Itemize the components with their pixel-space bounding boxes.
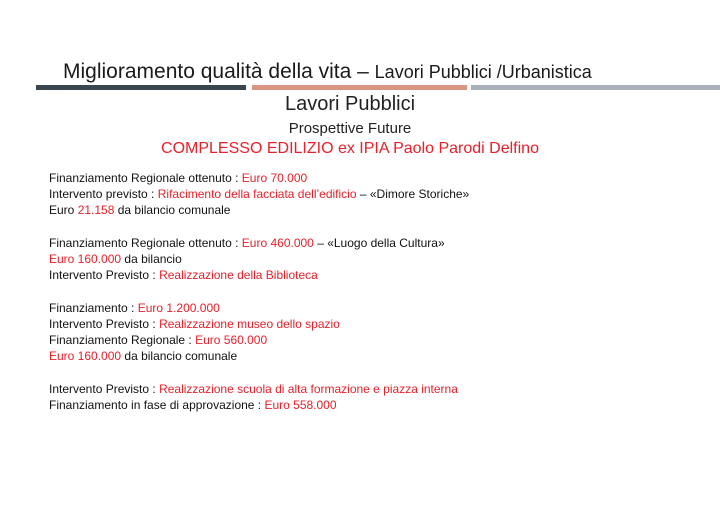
block-spacer xyxy=(49,283,469,300)
highlight-text: Euro 460.000 xyxy=(241,236,314,250)
section-subtitle: Prospettive Future xyxy=(288,120,412,137)
funding-block xyxy=(49,300,469,364)
line-text: – «Luogo della Cultura» xyxy=(313,236,445,250)
funding-block xyxy=(49,170,469,218)
line-text: Intervento previsto : xyxy=(49,187,158,201)
slide-title-main: Miglioramento qualità della vita – xyxy=(63,60,375,83)
line-text: Finanziamento Regionale ottenuto : xyxy=(49,171,242,185)
funding-line xyxy=(49,397,469,413)
line-text: – «Dimore Storiche» xyxy=(356,187,470,201)
highlight-text: Rifacimento della facciata dell’edificio xyxy=(157,187,357,201)
highlight-text: Euro 560.000 xyxy=(195,333,268,347)
line-text: Intervento Previsto : xyxy=(49,268,160,282)
section-title: Lavori Pubblici xyxy=(284,93,416,115)
highlight-text: Realizzazione scuola di alta formazione e piazza interna xyxy=(159,382,458,396)
highlight-text: Euro 1.200.000 xyxy=(137,301,220,315)
funding-line xyxy=(49,316,469,332)
highlight-text: Realizzazione della Biblioteca xyxy=(159,268,318,282)
funding-block xyxy=(49,235,469,283)
underline-bar-grey xyxy=(471,85,720,90)
line-text: Finanziamento in fase di approvazione : xyxy=(49,398,265,412)
funding-line xyxy=(49,235,469,251)
funding-line xyxy=(49,300,469,316)
line-text: Finanziamento Regionale ottenuto : xyxy=(49,236,242,250)
funding-details xyxy=(49,170,469,413)
funding-line xyxy=(49,381,469,397)
block-spacer xyxy=(49,218,469,235)
line-text: Finanziamento : xyxy=(49,301,138,315)
highlight-text: Euro 160.000 xyxy=(49,252,122,266)
line-text: Intervento Previsto : xyxy=(49,382,160,396)
funding-line xyxy=(49,348,469,364)
line-text: Intervento Previsto : xyxy=(49,317,160,331)
line-text: da bilancio comunale xyxy=(121,349,238,363)
block-spacer xyxy=(49,364,469,381)
funding-block xyxy=(49,381,469,413)
highlight-text: Euro 160.000 xyxy=(49,349,122,363)
line-text: da bilancio comunale xyxy=(114,203,231,217)
project-title: COMPLESSO EDILIZIO ex IPIA Paolo Parodi Delfino xyxy=(161,140,539,157)
highlight-text: Euro 70.000 xyxy=(241,171,308,185)
highlight-text: Realizzazione museo dello spazio xyxy=(159,317,340,331)
funding-line xyxy=(49,186,469,202)
highlight-text: 21.158 xyxy=(77,203,115,217)
line-text: Euro xyxy=(49,203,78,217)
slide-title-sub: Lavori Pubblici /Urbanistica xyxy=(374,62,592,82)
funding-line xyxy=(49,170,469,186)
highlight-text: Euro 558.000 xyxy=(264,398,337,412)
underline-bar-rose xyxy=(252,85,467,90)
funding-line xyxy=(49,202,469,218)
funding-line xyxy=(49,251,469,267)
line-text: Finanziamento Regionale : xyxy=(49,333,196,347)
line-text: da bilancio xyxy=(121,252,182,266)
funding-line xyxy=(49,332,469,348)
slide-title xyxy=(63,60,592,84)
underline-bar-dark xyxy=(36,85,246,90)
funding-line xyxy=(49,267,469,283)
